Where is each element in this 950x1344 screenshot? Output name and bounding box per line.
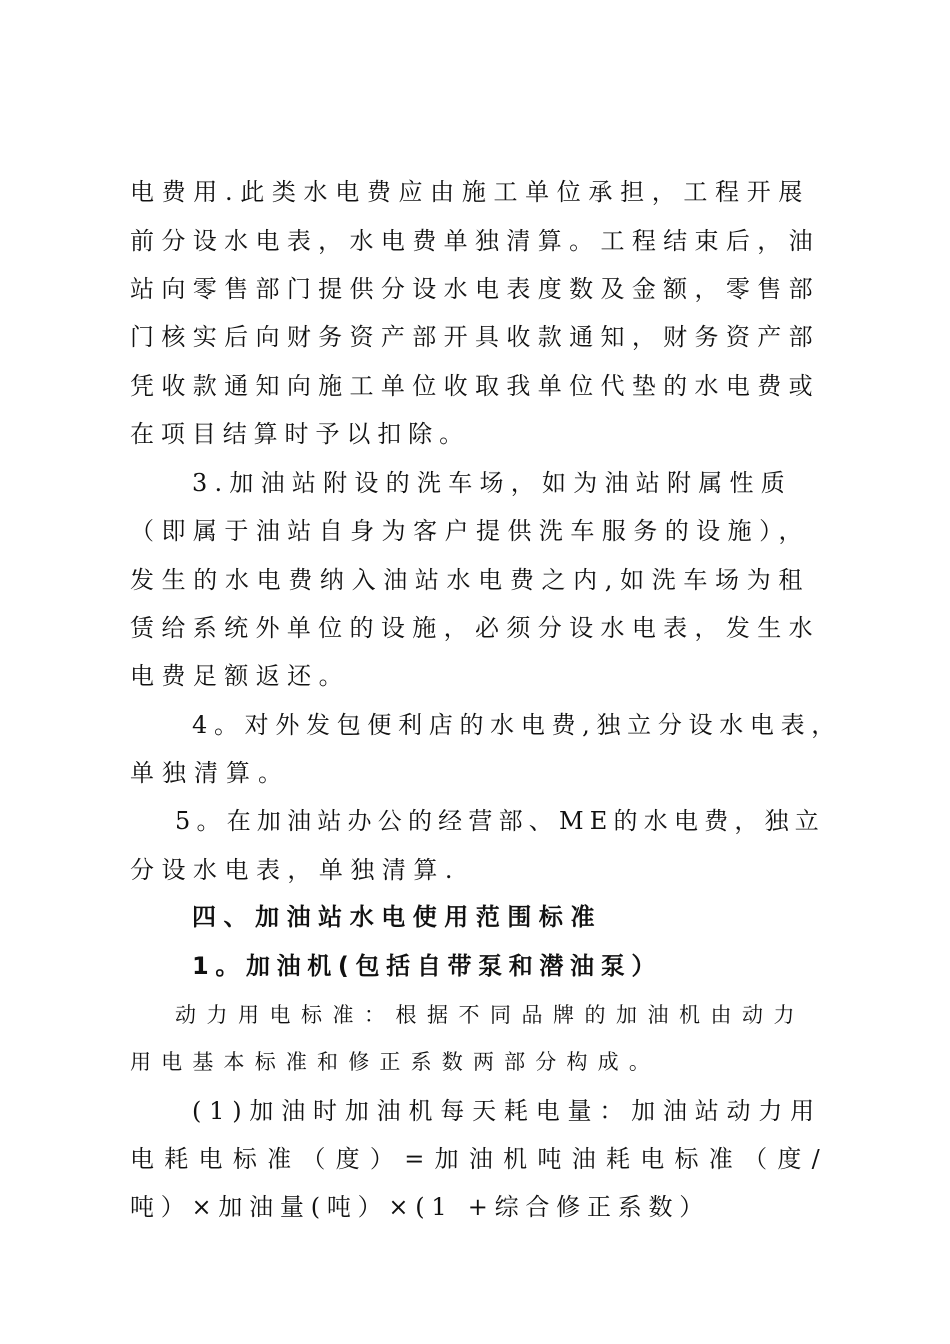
paragraph-line-19: 用电基本标准和修正系数两部分构成。 [130,1050,660,1074]
paragraph-line-10: 赁给系统外单位的设施，必须分设水电表，发生水 [130,614,820,642]
paragraph-line-4: 门核实后向财务资产部开具收款通知，财务资产部 [130,323,820,351]
paragraph-line-3: 站向零售部门提供分设水电表度数及金额，零售部 [130,275,820,303]
paragraph-line-2: 前分设水电表，水电费单独清算。工程结束后，油 [130,227,820,255]
paragraph-line-11: 电费足额返还。 [130,662,350,690]
paragraph-line-9: 发生的水电费纳入油站水电费之内,如洗车场为租 [130,566,810,594]
paragraph-line-5: 凭收款通知向施工单位收取我单位代垫的水电费或 [130,372,820,400]
paragraph-line-15: 分设水电表，单独清算. [130,856,460,884]
paragraph-line-22: 吨）×加油量(吨）×(1 +综合修正系数） [130,1193,710,1221]
paragraph-line-7: 3.加油站附设的洗车场，如为油站附属性质 [192,469,792,497]
paragraph-line-1: 电费用.此类水电费应由施工单位承担，工程开展 [130,178,810,206]
subsection-heading: 1。加油机(包括自带泵和潜油泵） [192,952,662,980]
paragraph-line-6: 在项目结算时予以扣除。 [130,420,470,448]
section-heading: 四、加油站水电使用范围标准 [192,903,602,931]
paragraph-line-21: 电耗电标准（度）=加油机吨油耗电标准（度/ [130,1145,830,1173]
paragraph-line-20: (1)加油时加油机每天耗电量：加油站动力用 [192,1097,822,1125]
paragraph-line-18: 动力用电标准：根据不同品牌的加油机由动力 [175,1003,805,1027]
paragraph-line-12: 4。对外发包便利店的水电费,独立分设水电表， [192,711,842,739]
paragraph-line-8: （即属于油站自身为客户提供洗车服务的设施）， [130,517,810,545]
paragraph-line-13: 单独清算。 [130,759,290,787]
paragraph-line-14: 5。在加油站办公的经营部、ME的水电费，独立 [175,807,825,835]
